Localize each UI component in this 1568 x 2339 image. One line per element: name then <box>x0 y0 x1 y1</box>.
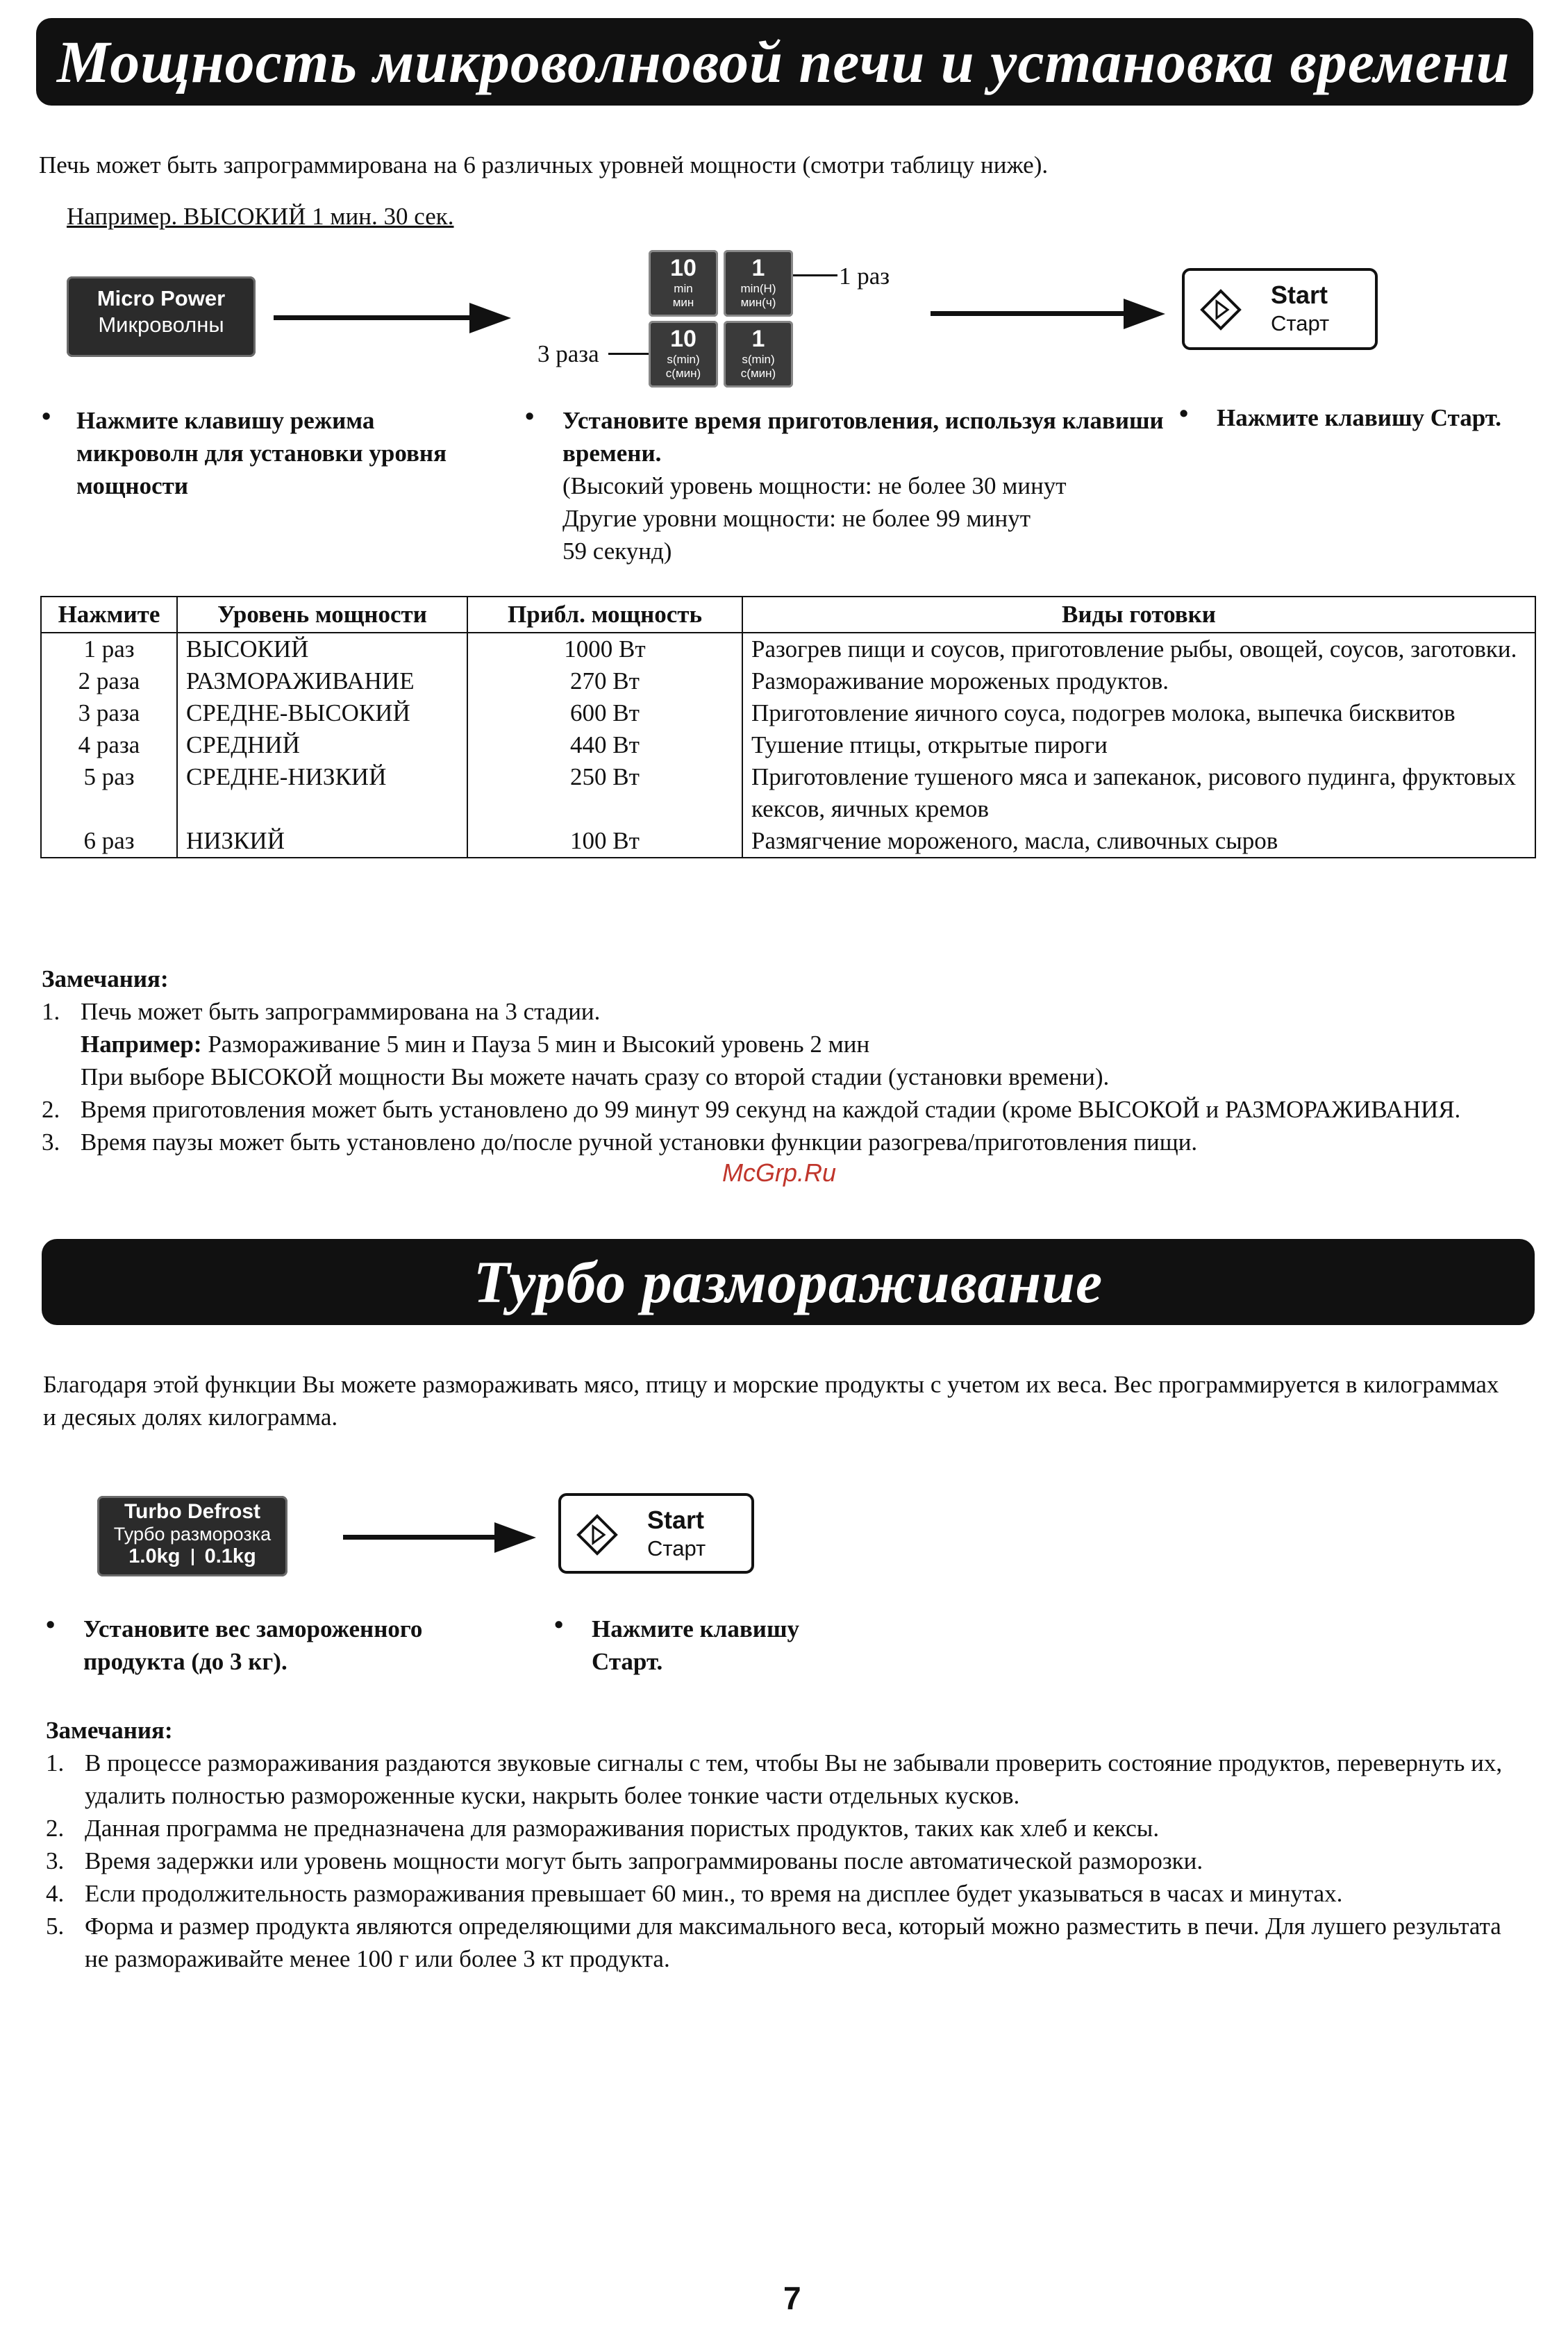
notes2-block <box>46 1714 1518 1975</box>
time-key-10min-sub2: мин <box>672 296 694 309</box>
arrow-head-3 <box>494 1522 536 1553</box>
notes1-item-1-text: Печь может быть запрограммирована на 3 стадии. <box>81 998 601 1025</box>
table-header-row <box>41 597 1535 633</box>
cell-power: 440 Вт <box>467 729 742 761</box>
notes1-item-2: 2. Время приготовления может быть установлено до 99 минут 99 секунд на каждой стадии (кроме ВЫСОКОЙ и РАЗМОРАЖИВАНИЯ. <box>42 1093 1528 1126</box>
s2-step1-bullet: • <box>46 1610 56 1640</box>
notes1-block <box>42 963 1528 1158</box>
notes1-item-3-text: Время паузы может быть установлено до/после ручной установки функции разогрева/приготовления пищи. <box>81 1129 1198 1156</box>
cell-level: СРЕДНЕ-ВЫСОКИЙ <box>177 697 467 729</box>
cell-use: Приготовление тушеного мяса и запеканок, рисового пудинга, фруктовых кексов, яичных кремов <box>742 761 1535 825</box>
header-press: Нажмите <box>41 597 177 633</box>
notes2-item: 5. Форма и размер продукта являются определяющими для максимального веса, который можно разместить в печи. Для лушего результата не размораживайте менее 100 г или более 3 кт продукта. <box>46 1910 1518 1975</box>
notes2-item: 1. В процессе размораживания раздаются звуковые сигналы с тем, чтобы Вы не забывали проверить состояние продуктов, перевернуть их, удалить полностью размороженные куски, накрыть более тонкие части отдельных кусков. <box>46 1747 1518 1812</box>
micro-power-key-label-en: Micro Power <box>97 286 226 310</box>
power-table <box>40 596 1536 858</box>
notes2-heading: Замечания: <box>46 1717 173 1744</box>
cell-press: 4 раза <box>41 729 177 761</box>
table-row <box>41 697 1535 729</box>
cell-level: РАЗМОРАЖИВАНИЕ <box>177 665 467 697</box>
step2-block <box>562 404 1201 567</box>
cell-press: 6 раз <box>41 825 177 858</box>
s2-step2-text: Нажмите клавишу Старт. <box>592 1615 800 1675</box>
notes1-example-text: Размораживание 5 мин и Пауза 5 мин и Высокий уровень 2 мин <box>208 1031 870 1058</box>
s2-step1-text: Установите вес замороженного продукта (до 3 кг). <box>83 1615 423 1675</box>
cell-press: 3 раза <box>41 697 177 729</box>
cell-use: Тушение птицы, открытые пироги <box>742 729 1535 761</box>
cell-level: ВЫСОКИЙ <box>177 633 467 665</box>
micro-power-key-label-ru: Микроволны <box>98 313 224 337</box>
start-key-2[interactable] <box>558 1493 754 1574</box>
header-level: Уровень мощности <box>177 597 467 633</box>
arrow-head-1 <box>469 303 511 333</box>
time-key-10s-number: 10 <box>670 326 697 352</box>
notes2-item: 3. Время задержки или уровень мощности могут быть запрограммированы после автоматической разморозки. <box>46 1845 1518 1877</box>
turbo-defrost-key-label-en: Turbo Defrost <box>124 1500 261 1523</box>
cell-press: 1 раз <box>41 633 177 665</box>
step2-bullet: • <box>525 402 535 431</box>
cell-use: Размягчение мороженого, масла, сливочных сыров <box>742 825 1535 858</box>
callout-line-once <box>793 274 837 276</box>
cell-press: 2 раза <box>41 665 177 697</box>
step2-text: Установите время приготовления, используя клавиши времени. <box>562 407 1164 467</box>
cell-power: 600 Вт <box>467 697 742 729</box>
notes2-item-text: В процессе размораживания раздаются звуковые сигналы с тем, чтобы Вы не забывали проверить состояние продуктов, перевернуть их, удалить полностью размороженные куски, накрыть более тонкие части отдельных кусков. <box>85 1749 1503 1809</box>
section1-title-banner <box>36 18 1533 106</box>
step2-extra-2: Другие уровни мощности: не более 99 минут <box>562 505 1031 532</box>
callout-line-three <box>608 353 649 355</box>
table-row <box>41 761 1535 825</box>
cell-power: 250 Вт <box>467 761 742 825</box>
cell-level: НИЗКИЙ <box>177 825 467 858</box>
notes1-example-label: Например: <box>81 1031 202 1058</box>
micro-power-key[interactable] <box>67 276 256 357</box>
time-key-10min-number: 10 <box>670 255 697 281</box>
cell-use: Разогрев пищи и соусов, приготовление рыбы, овощей, соусов, заготовки. <box>742 633 1535 665</box>
step3-bullet: • <box>1179 399 1189 428</box>
start-key-2-label-en: Start <box>647 1506 705 1534</box>
turbo-defrost-key-weights <box>97 1545 287 1568</box>
weight-separator <box>192 1549 194 1565</box>
cell-level: СРЕДНИЙ <box>177 729 467 761</box>
step1-bullet: • <box>42 402 51 431</box>
time-key-1min-number: 1 <box>751 255 765 281</box>
section1-example: Например. ВЫСОКИЙ 1 мин. 30 сек. <box>67 203 454 230</box>
arrow-line-1 <box>274 315 475 320</box>
header-use: Виды готовки <box>742 597 1535 633</box>
cell-power: 100 Вт <box>467 825 742 858</box>
start-key-2-label-ru: Старт <box>647 1536 706 1560</box>
label-three: 3 раза <box>537 340 599 367</box>
header-power: Прибл. мощность <box>467 597 742 633</box>
cell-use: Размораживание мороженых продуктов. <box>742 665 1535 697</box>
time-key-10s-sub2: с(мин) <box>665 367 701 380</box>
start-key-1[interactable] <box>1182 268 1378 350</box>
cell-power: 1000 Вт <box>467 633 742 665</box>
cell-power: 270 Вт <box>467 665 742 697</box>
s2-step2-bullet: • <box>554 1610 564 1640</box>
notes2-item-text: Время задержки или уровень мощности могут быть запрограммированы после автоматической разморозки. <box>85 1847 1203 1874</box>
section1-title: Мощность микроволновой печи и установка времени <box>57 28 1510 95</box>
notes2-item-text: Данная программа не предназначена для размораживания пористых продуктов, таких как хлеб и кексы. <box>85 1815 1160 1842</box>
time-key-1s-number: 1 <box>751 326 765 352</box>
time-key-10s[interactable] <box>649 321 718 388</box>
weight-1kg-label: 1.0kg <box>128 1545 181 1567</box>
turbo-defrost-key[interactable] <box>97 1496 287 1576</box>
watermark: McGrp.Ru <box>722 1158 837 1187</box>
cell-level: СРЕДНЕ-НИЗКИЙ <box>177 761 467 825</box>
arrow-line-2 <box>931 311 1129 316</box>
start-key-1-label-en: Start <box>1271 281 1328 309</box>
table-row <box>41 729 1535 761</box>
table-row <box>41 665 1535 697</box>
arrow-line-3 <box>343 1535 499 1540</box>
notes1-heading: Замечания: <box>42 965 169 992</box>
cell-press: 5 раз <box>41 761 177 825</box>
notes1-item-2-text: Время приготовления может быть установлено до 99 минут 99 секунд на каждой стадии (кроме ВЫСОКОЙ и РАЗМОРАЖИВАНИЯ. <box>81 1096 1461 1123</box>
time-key-10min[interactable] <box>649 250 718 317</box>
time-key-1min-sub1: min(H) <box>740 282 776 295</box>
time-key-10s-sub1: s(min) <box>667 353 700 366</box>
section2-intro: Благодаря этой функции Вы можете размораживать мясо, птицу и морские продукты с учетом их веса. Вес программируется в килограммах и десяых долях килограмма. <box>43 1371 1499 1431</box>
notes2-item-text: Если продолжительность размораживания превышает 60 мин., то время на дисплее будет указываться в часах и минутах. <box>85 1880 1343 1907</box>
time-key-1s-sub2: с(мин) <box>740 367 776 380</box>
section2-title-banner <box>42 1239 1535 1325</box>
notes1-item-3: 3. Время паузы может быть установлено до/после ручной установки функции разогрева/приготовления пищи. <box>42 1126 1528 1158</box>
time-key-1s-sub1: s(min) <box>742 353 775 366</box>
step3-text: Нажмите клавишу Старт. <box>1217 404 1502 431</box>
start-key-1-label-ru: Старт <box>1271 311 1330 335</box>
step2-extra-1: (Высокий уровень мощности: не более 30 минут <box>562 472 1067 499</box>
table-row <box>41 825 1535 858</box>
page-number: 7 <box>783 2280 801 2316</box>
start-diamond-icon <box>1200 289 1242 331</box>
notes2-item: 4. Если продолжительность размораживания превышает 60 мин., то время на дисплее будет указываться в часах и минутах. <box>46 1877 1518 1910</box>
notes1-item-1: 1. Печь может быть запрограммирована на 3 стадии. Например: Размораживание 5 мин и Пауза 5 мин и Высокий уровень 2 мин При выборе ВЫСОКОЙ мощности Вы можете начать сразу со второй стадии (установки времени). <box>42 995 1528 1093</box>
arrow-head-2 <box>1124 299 1165 329</box>
section1-intro: Печь может быть запрограммирована на 6 различных уровней мощности (смотри таблицу ниже). <box>39 151 1049 178</box>
label-once: 1 раз <box>839 263 890 290</box>
start-diamond-icon <box>576 1514 618 1556</box>
notes2-item: 2. Данная программа не предназначена для размораживания пористых продуктов, таких как хлеб и кексы. <box>46 1812 1518 1845</box>
weight-01kg-label: 0.1kg <box>204 1545 256 1567</box>
step1-text: Нажмите клавишу режима микроволн для установки уровня мощности <box>76 407 447 499</box>
time-key-1min-sub2: мин(ч) <box>740 296 776 309</box>
step2-extra-3: 59 секунд) <box>562 538 672 565</box>
time-key-1min[interactable] <box>724 250 793 317</box>
notes1-item-1-example <box>81 1028 1109 1060</box>
table-row <box>41 633 1535 665</box>
notes2-item-text: Форма и размер продукта являются определяющими для максимального веса, который можно разместить в печи. Для лушего результата не размораживайте менее 100 г или более 3 кт продукта. <box>85 1913 1501 1972</box>
time-key-10min-sub1: min <box>674 282 693 295</box>
cell-use: Приготовление яичного соуса, подогрев молока, выпечка бисквитов <box>742 697 1535 729</box>
time-key-1s[interactable] <box>724 321 793 388</box>
turbo-defrost-key-label-ru: Турбо разморозка <box>113 1524 272 1545</box>
notes1-item-1-extra: При выборе ВЫСОКОЙ мощности Вы можете начать сразу со второй стадии (установки времени). <box>81 1063 1110 1090</box>
section2-title: Турбо размораживание <box>473 1249 1103 1315</box>
